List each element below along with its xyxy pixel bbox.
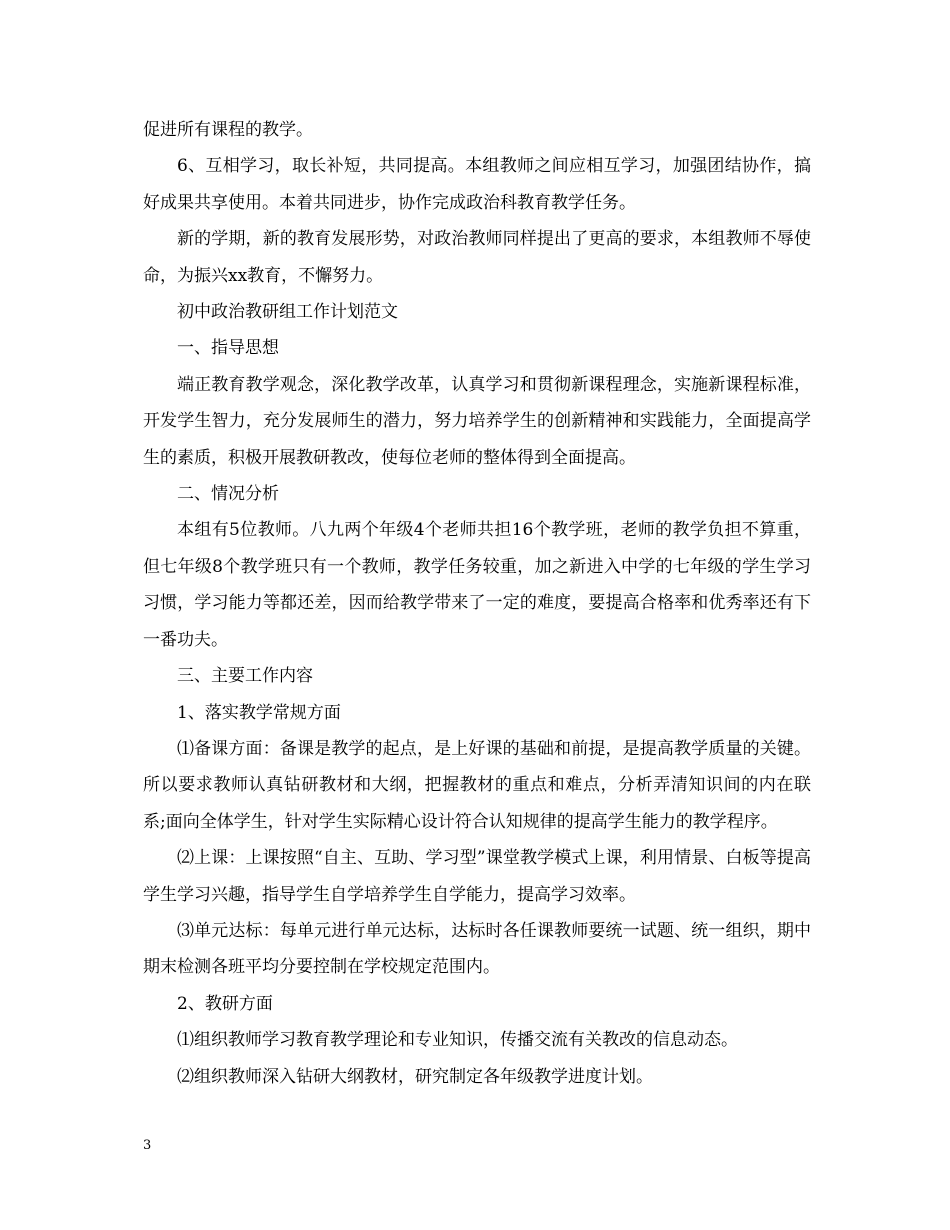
paragraph-research-item-1: ⑴组织教师学习教育教学理论和专业知识，传播交流有关教改的信息动态。 [177,1030,738,1051]
paragraph-new-semester: 新的学期，新的教育发展形势，对政治教师同样提出了更高的要求，本组教师不辱使命，为振兴xx教育，不懈努力。 [143,229,811,286]
document-body [143,112,811,1095]
paragraph-lesson-prep: ⑴备课方面：备课是教学的起点，是上好课的基础和前提，是提高教学质量的关键。所以要求教师认真钻研教材和大纲，把握教材的重点和难点，分析弄清知识间的内在联系;面向全体学生，针对学生实际精心设计符合认知规律的提高学生能力的教学程序。 [143,738,811,832]
subheading-teaching-research: 2、教研方面 [177,993,273,1014]
paragraph-mutual-learning: 6、互相学习，取长补短，共同提高。本组教师之间应相互学习，加强团结协作，搞好成果共享使用。本着共同进步，协作完成政治科教育教学任务。 [143,156,811,213]
heading-situation-analysis: 二、情况分析 [177,484,279,505]
paragraph-continuation: 促进所有课程的教学。 [143,120,313,140]
page-number: 3 [143,1138,152,1153]
paragraph-guiding-ideology: 端正教育教学观念，深化教学改革，认真学习和贯彻新课程理念，实施新课程标准，开发学生智力，充分发展师生的潜力，努力培养学生的创新精神和实践能力，全面提高学生的素质，积极开展教研教改，使每位老师的整体得到全面提高。 [143,374,811,468]
paragraph-class-teaching: ⑵上课：上课按照“自主、互助、学习型”课堂教学模式上课，利用情景、白板等提高学生学习兴趣，指导学生自学培养学生自学能力，提高学习效率。 [143,848,811,905]
paragraph-unit-assessment: ⑶单元达标：每单元进行单元达标，达标时各任课教师要统一试题、统一组织，期中期末检测各班平均分要控制在学校规定范围内。 [143,920,811,978]
paragraph-research-item-2: ⑵组织教师深入钻研大纲教材，研究制定各年级教学进度计划。 [177,1066,653,1087]
heading-main-work: 三、主要工作内容 [177,666,313,687]
paragraph-situation-analysis: 本组有5位教师。八九两个年级4个老师共担16个教学班，老师的教学负担不算重，但七年级8个教学班只有一个教师，教学任务较重，加之新进入中学的七年级的学生学习习惯，学习能力等都还差，因而给教学带来了一定的难度，要提高合格率和优秀率还有下一番功夫。 [143,520,811,650]
section-title-plan: 初中政治教研组工作计划范文 [177,302,398,323]
subheading-teaching-routine: 1、落实教学常规方面 [177,702,341,723]
heading-guiding-ideology: 一、指导思想 [177,338,279,359]
